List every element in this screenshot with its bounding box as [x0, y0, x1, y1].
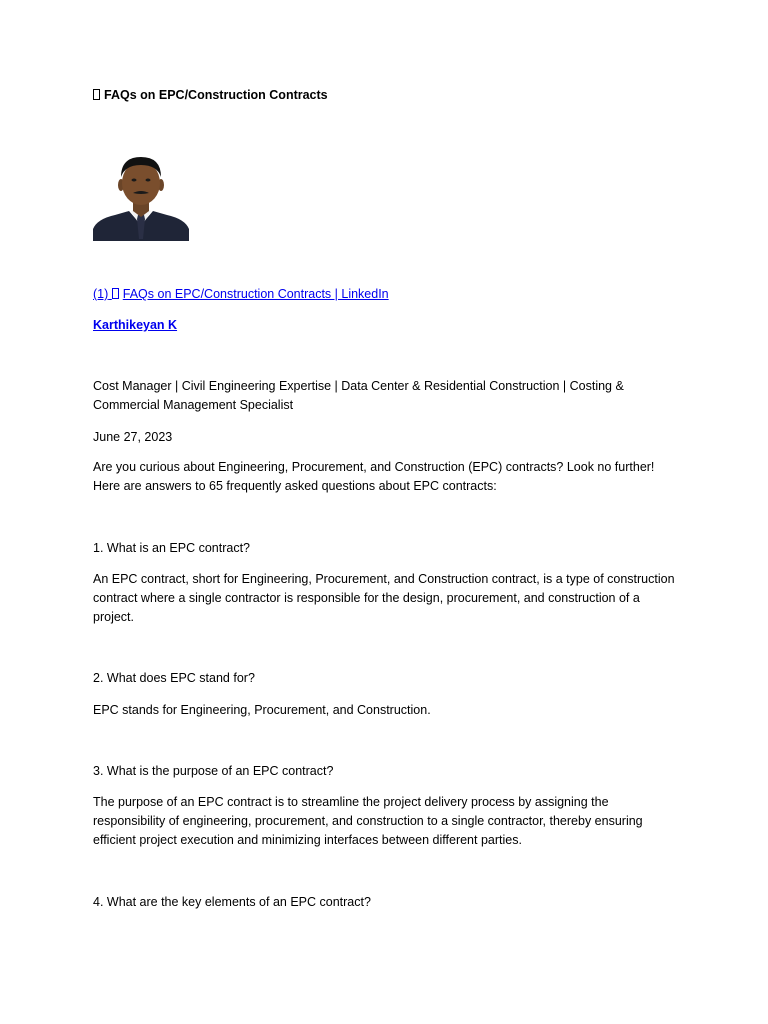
article-link[interactable]	[93, 285, 683, 304]
document-title: FAQs on EPC/Construction Contracts	[93, 86, 683, 105]
faq-question: 3. What is the purpose of an EPC contract?	[93, 764, 334, 778]
missing-glyph-icon	[112, 288, 119, 299]
faq-answer: The purpose of an EPC contract is to streamline the project delivery process by assigning the responsibility of engineering, procurement, and construction to a single contractor, thereby ensuring efficient project execution and minimizing interfaces between different parties.	[93, 795, 643, 847]
author-avatar	[93, 155, 189, 241]
missing-glyph-icon	[93, 89, 100, 100]
linkedin-article-link[interactable]: (1) FAQs on EPC/Construction Contracts | LinkedIn	[93, 287, 389, 301]
faq-answer: EPC stands for Engineering, Procurement, and Construction.	[93, 703, 431, 717]
author-bio: Cost Manager | Civil Engineering Expertise | Data Center & Residential Construction | Costing & Commercial Management Specialist	[93, 379, 624, 412]
faq-question: 1. What is an EPC contract?	[93, 541, 251, 555]
author-name-link[interactable]: Karthikeyan K	[93, 318, 178, 332]
person-photo-icon	[93, 155, 189, 241]
faq-question: 2. What does EPC stand for?	[93, 671, 255, 685]
publish-date: June 27, 2023	[93, 430, 173, 444]
faq-answer: An EPC contract, short for Engineering, Procurement, and Construction contract, is a type of construction contract where a single contractor is responsible for the design, procurement, and construction of a project.	[93, 572, 675, 624]
faq-question: 4. What are the key elements of an EPC contract?	[93, 895, 371, 909]
author-link[interactable]	[93, 316, 683, 335]
intro-paragraph: Are you curious about Engineering, Procurement, and Construction (EPC) contracts? Look no further! Here are answers to 65 frequently asked questions about EPC contracts:	[93, 460, 655, 493]
